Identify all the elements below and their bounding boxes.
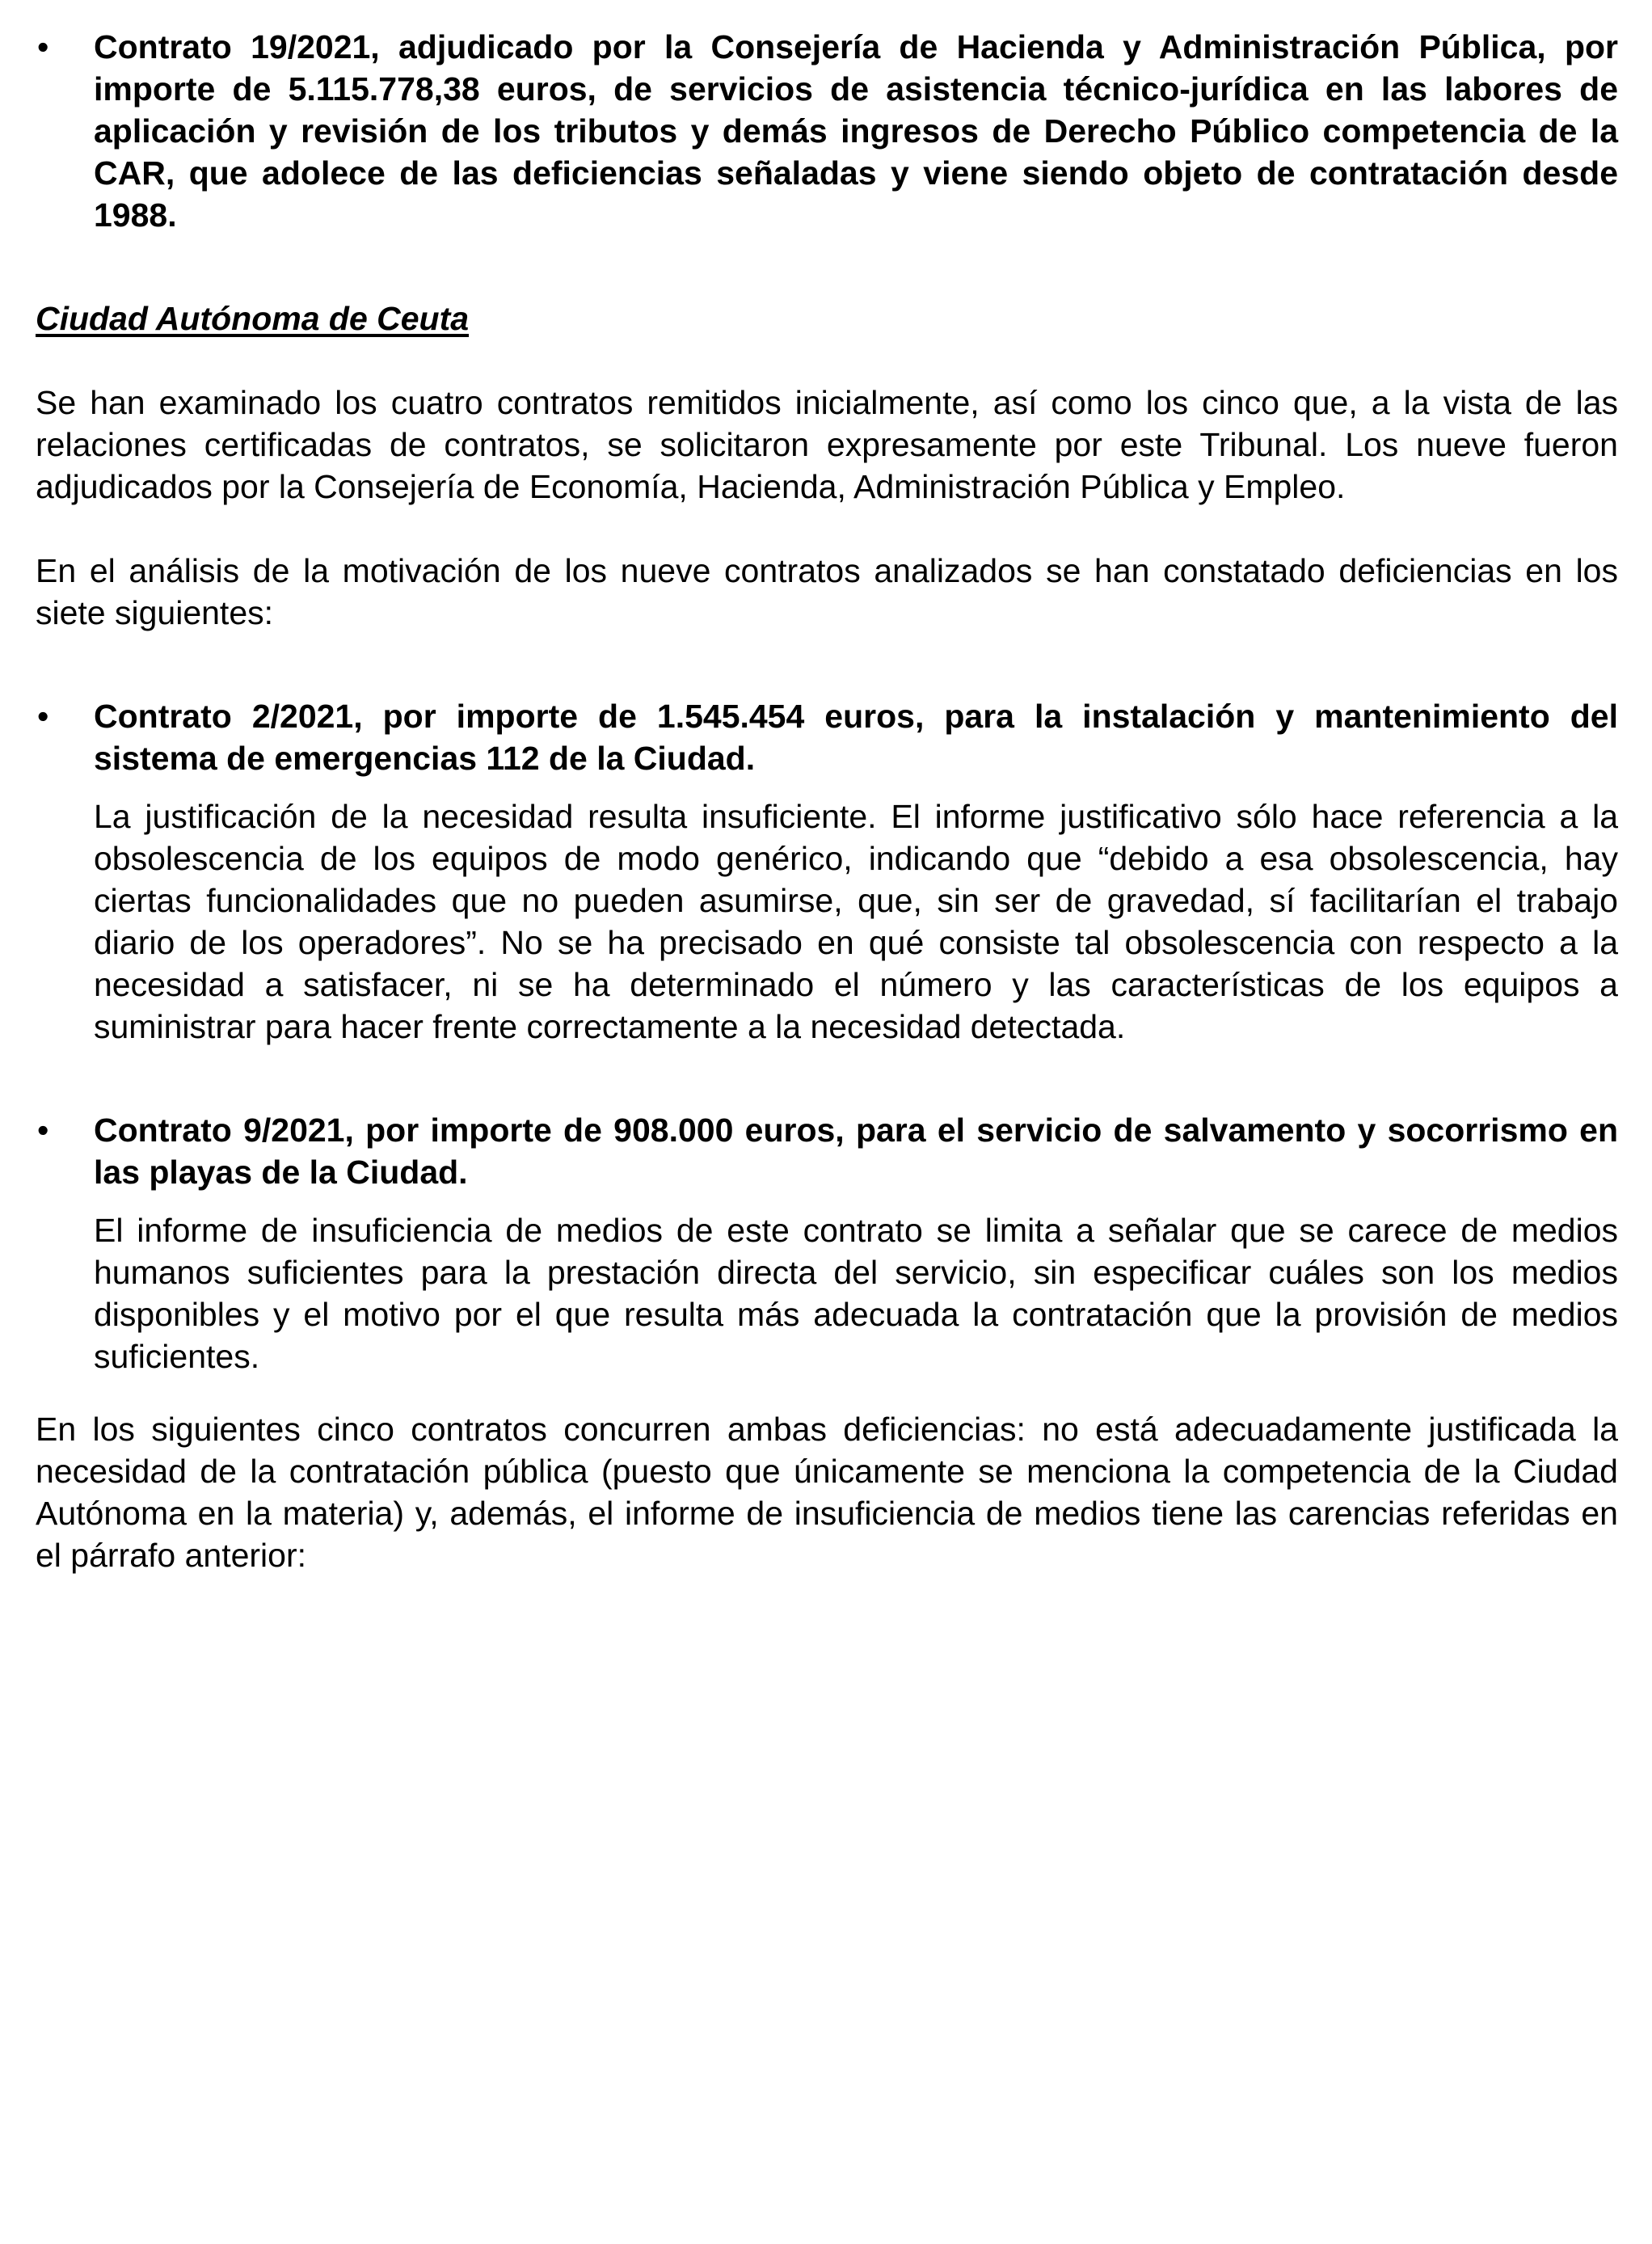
bullet-icon: • xyxy=(37,698,49,735)
section-heading-ceuta: Ciudad Autónoma de Ceuta xyxy=(36,300,470,337)
bullet-icon: • xyxy=(37,28,49,65)
contract-2-body: La justificación de la necesidad resulta insuficiente. El informe justificativo sólo hace referencia a la obsolescencia de los equipos de modo genérico, indicando que “debido a esa obsolescencia, hay ciertas funcionalidades que no pueden asumirse, que, sin ser de gravedad, sí facilitarían el trabajo diario de los operadores”. No se ha precisado en qué consiste tal obsolescencia con respecto a la necesidad a satisfacer, ni se ha determinado el número y las características de los equipos a suministrar para hacer frente correctamente a la necesidad detectada. xyxy=(94,798,1618,1045)
contract-9-body: El informe de insuficiencia de medios de este contrato se limita a señalar que se carece de medios humanos suficientes para la prestación directa del servicio, sin especificar cuáles son los medios disponibles y el motivo por el que resulta más adecuada la contratación que la provisión de medios suficientes. xyxy=(94,1212,1618,1375)
paragraph-examined: Se han examinado los cuatro contratos remitidos inicialmente, así como los cinco que, a la vista de las relaciones certificadas de contratos, se solicitaron expresamente por este Tribunal. Los nueve fueron adjudicados por la Consejería de Economía, Hacienda, Administración Pública y Empleo. xyxy=(36,384,1618,505)
paragraph-both-deficiencies: En los siguientes cinco contratos concurren ambas deficiencias: no está adecuadamente justificada la necesidad de la contratación pública (puesto que únicamente se menciona la competencia de la Ciudad Autónoma en la materia) y, además, el informe de insuficiencia de medios tiene las carencias referidas en el párrafo anterior: xyxy=(36,1411,1618,1574)
contract-2-item xyxy=(36,695,1618,1048)
page-content xyxy=(36,26,1618,1576)
contract-19-title: Contrato 19/2021, adjudicado por la Consejería de Hacienda y Administración Pública, por importe de 5.115.778,38 euros, de servicios de asistencia técnico-jurídica en las labores de aplicación y revisión de los tributos y demás ingresos de Derecho Público competencia de la CAR, que adolece de las deficiencias señaladas y viene siendo objeto de contratación desde 1988. xyxy=(94,28,1618,234)
contract-19-item xyxy=(36,26,1618,236)
contract-2-title: Contrato 2/2021, por importe de 1.545.454 euros, para la instalación y mantenimiento del sistema de emergencias 112 de la Ciudad. xyxy=(94,698,1618,777)
contract-9-title: Contrato 9/2021, por importe de 908.000 euros, para el servicio de salvamento y socorrismo en las playas de la Ciudad. xyxy=(94,1111,1618,1191)
contract-9-item xyxy=(36,1109,1618,1377)
paragraph-analysis: En el análisis de la motivación de los nueve contratos analizados se han constatado deficiencias en los siete siguientes: xyxy=(36,552,1618,631)
bullet-icon: • xyxy=(37,1111,49,1149)
